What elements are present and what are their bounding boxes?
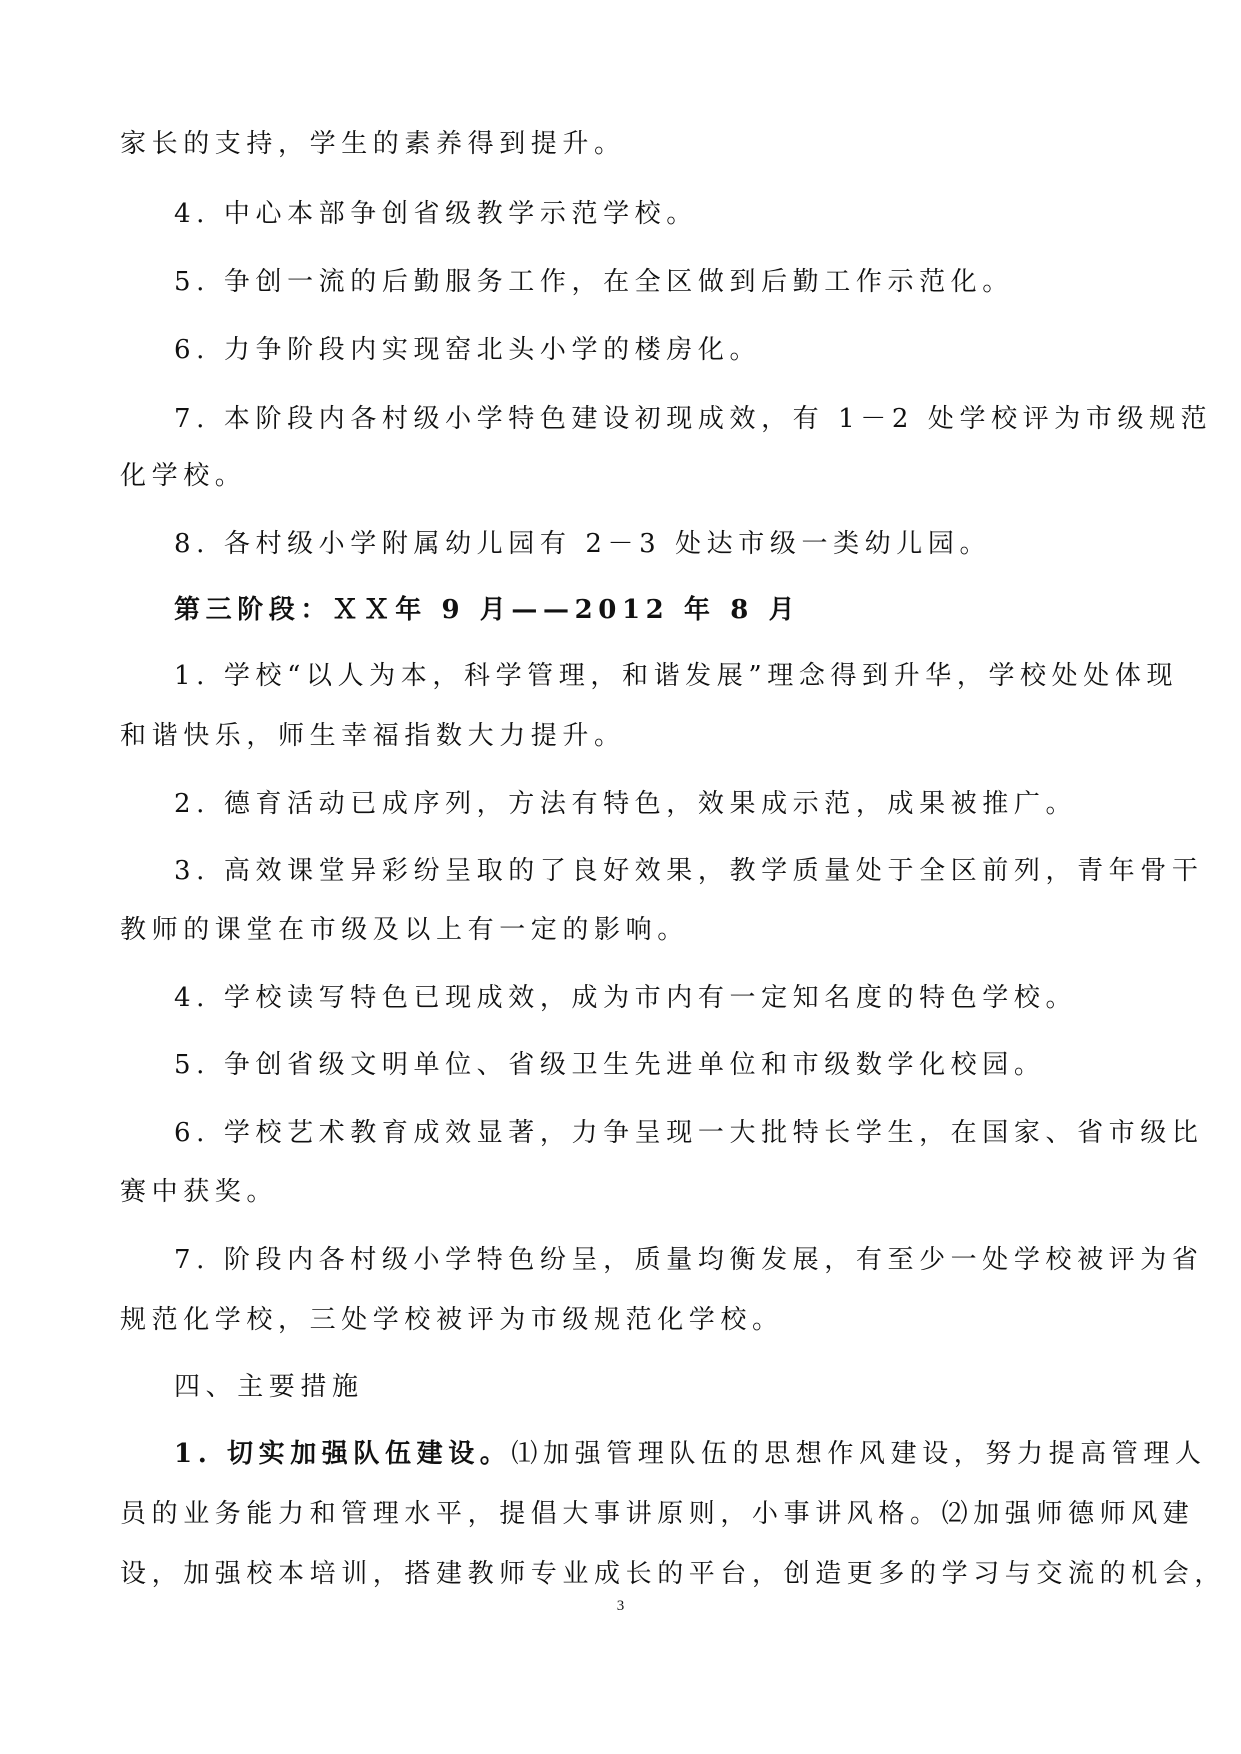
stage3-item-6-continued: 赛中获奖。 [120,1177,279,1207]
stage3-item-7: 7. 阶段内各村级小学特色纷呈，质量均衡发展，有至少一处学校被评为省 [174,1245,1204,1275]
stage3-item-5: 5. 争创省级文明单位、省级卫生先进单位和市级数学化校园。 [174,1050,1046,1080]
paragraph-line: 家长的支持，学生的素养得到提升。 [120,129,626,159]
stage-three-heading: 第三阶段：ＸＸ年 9 月——2012 年 8 月 [174,595,801,625]
measure-1-heading: 1. 切实加强队伍建设。 [174,1439,512,1469]
stage3-item-3-continued: 教师的课堂在市级及以上有一定的影响。 [120,915,689,945]
stage3-item-1: 1. 学校“以人为本，科学管理，和谐发展”理念得到升华，学校处处体现 [174,661,1179,691]
list-item-7-continued: 化学校。 [120,461,247,491]
list-item-6: 6. 力争阶段内实现窑北头小学的楼房化。 [174,335,762,365]
measure-1-line [174,1436,1207,1472]
list-item-8: 8. 各村级小学附属幼儿园有 2－3 处达市级一类幼儿园。 [174,529,992,559]
measure-1-text: ⑴加强管理队伍的思想作风建设，努力提高管理人 [511,1439,1207,1469]
stage3-item-4: 4. 学校读写特色已现成效，成为市内有一定知名度的特色学校。 [174,983,1078,1013]
stage3-item-6: 6. 学校艺术教育成效显著，力争呈现一大批特长学生，在国家、省市级比 [174,1118,1204,1148]
section-four-heading: 四、主要措施 [174,1372,364,1402]
list-item-7: 7. 本阶段内各村级小学特色建设初现成效，有 1－2 处学校评为市级规范 [174,404,1213,434]
stage3-item-1-continued: 和谐快乐，师生幸福指数大力提升。 [120,721,626,751]
stage3-item-7-continued: 规范化学校，三处学校被评为市级规范化学校。 [120,1305,784,1335]
page-number: 3 [616,1598,625,1614]
measure-1-continued-2: 设，加强校本培训，搭建教师专业成长的平台，创造更多的学习与交流的机会， [120,1559,1227,1589]
stage3-item-2: 2. 德育活动已成序列，方法有特色，效果成示范，成果被推广。 [174,789,1078,819]
stage3-item-3: 3. 高效课堂异彩纷呈取的了良好效果，教学质量处于全区前列，青年骨干 [174,856,1204,886]
list-item-4: 4. 中心本部争创省级教学示范学校。 [174,199,698,229]
measure-1-continued-1: 员的业务能力和管理水平，提倡大事讲原则，小事讲风格。⑵加强师德师风建 [120,1499,1195,1529]
list-item-5: 5. 争创一流的后勤服务工作，在全区做到后勤工作示范化。 [174,267,1014,297]
